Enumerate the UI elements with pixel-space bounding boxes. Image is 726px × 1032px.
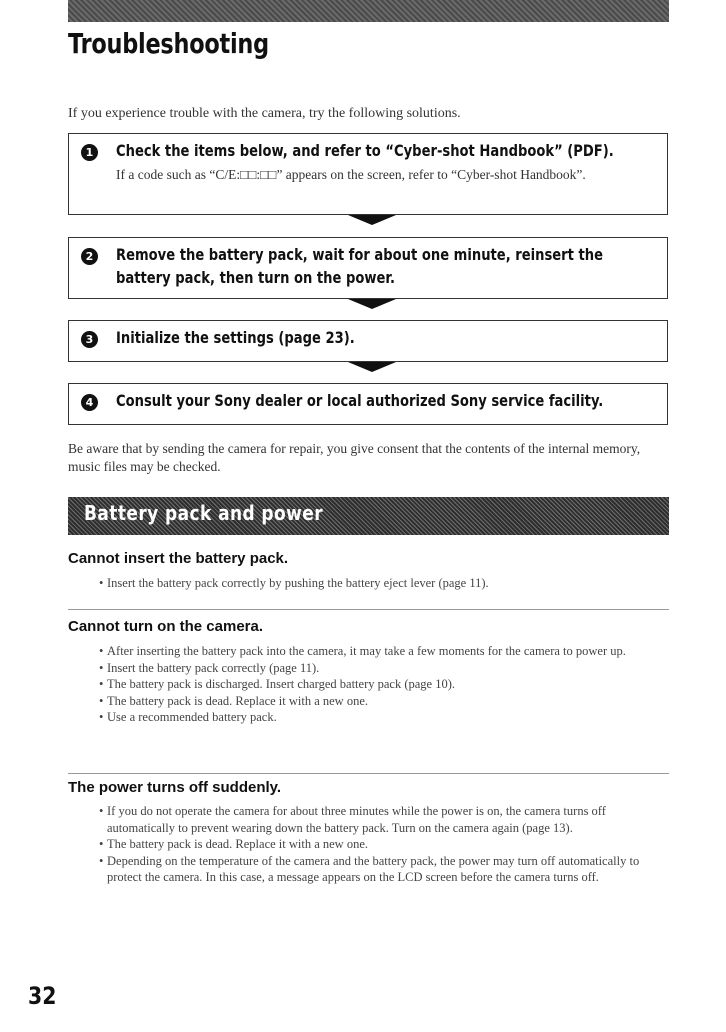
step-box-2 — [68, 237, 668, 299]
flow-arrow-icon — [348, 362, 396, 372]
repair-consent-note: Be aware that by sending the camera for repair, you give consent that the contents of the internal memory, music files may be checked. — [68, 441, 641, 474]
list-item: • The battery pack is dead. Replace it with a new one. — [99, 837, 369, 851]
problem-title: Cannot insert the battery pack. — [68, 550, 289, 567]
step-heading: Initialize the settings (page 23). — [116, 328, 355, 347]
step-box-1 — [68, 133, 668, 215]
step-heading: Remove the battery pack, wait for about one minute, reinsert the battery pack, then turn on the power. — [116, 245, 603, 287]
step-heading: Check the items below, and refer to “Cyber-shot Handbook” (PDF). — [116, 141, 614, 160]
list-item: • If you do not operate the camera for about three minutes while the power is on, the camera turns off automatically to prevent wearing down the battery pack. Turn on the camera again (page 13). — [99, 804, 606, 835]
problem-title: Cannot turn on the camera. — [68, 618, 264, 635]
list-item: • Insert the battery pack correctly (page 11). — [99, 660, 320, 675]
flow-arrow-icon — [348, 299, 396, 309]
step-number-badge: 3 — [81, 331, 98, 348]
step-heading: Consult your Sony dealer or local authorized Sony service facility. — [116, 391, 604, 410]
step-box-4 — [68, 383, 668, 425]
page-title: Troubleshooting — [68, 27, 269, 60]
section-title: Battery pack and power — [84, 501, 324, 525]
step-number-badge: 4 — [81, 394, 98, 411]
header-decorative-bar — [68, 0, 669, 22]
intro-text: If you experience trouble with the camera, try the following solutions. — [68, 106, 461, 121]
list-item: • The battery pack is discharged. Insert charged battery pack (page 10). — [99, 677, 456, 691]
flow-arrow-icon — [348, 215, 396, 225]
step-box-3 — [68, 320, 668, 362]
list-item: • Use a recommended battery pack. — [99, 710, 277, 724]
list-item: • Depending on the temperature of the camera and the battery pack, the power may turn off automatically to protect the camera. In this case, a message appears on the LCD screen before the camera turns off. — [99, 853, 640, 884]
solution-list — [99, 643, 677, 726]
section-header-bar — [68, 497, 669, 535]
list-item: • After inserting the battery pack into the camera, it may take a few moments for the camera to power up. — [99, 644, 626, 658]
list-item: • Insert the battery pack correctly by pushing the battery eject lever (page 11). — [99, 576, 489, 590]
divider — [68, 773, 669, 774]
divider — [68, 609, 669, 610]
step-number-badge: 1 — [81, 144, 98, 161]
step-body: If a code such as “C/E:□□:□□” appears on the screen, refer to “Cyber-shot Handbook”. — [116, 167, 586, 182]
page-number: 32 — [28, 982, 57, 1010]
solution-list — [99, 575, 677, 592]
step-number-badge: 2 — [81, 248, 98, 265]
list-item: • The battery pack is dead. Replace it with a new one. — [99, 693, 369, 708]
problem-title: The power turns off suddenly. — [68, 779, 282, 796]
solution-list — [99, 803, 677, 886]
